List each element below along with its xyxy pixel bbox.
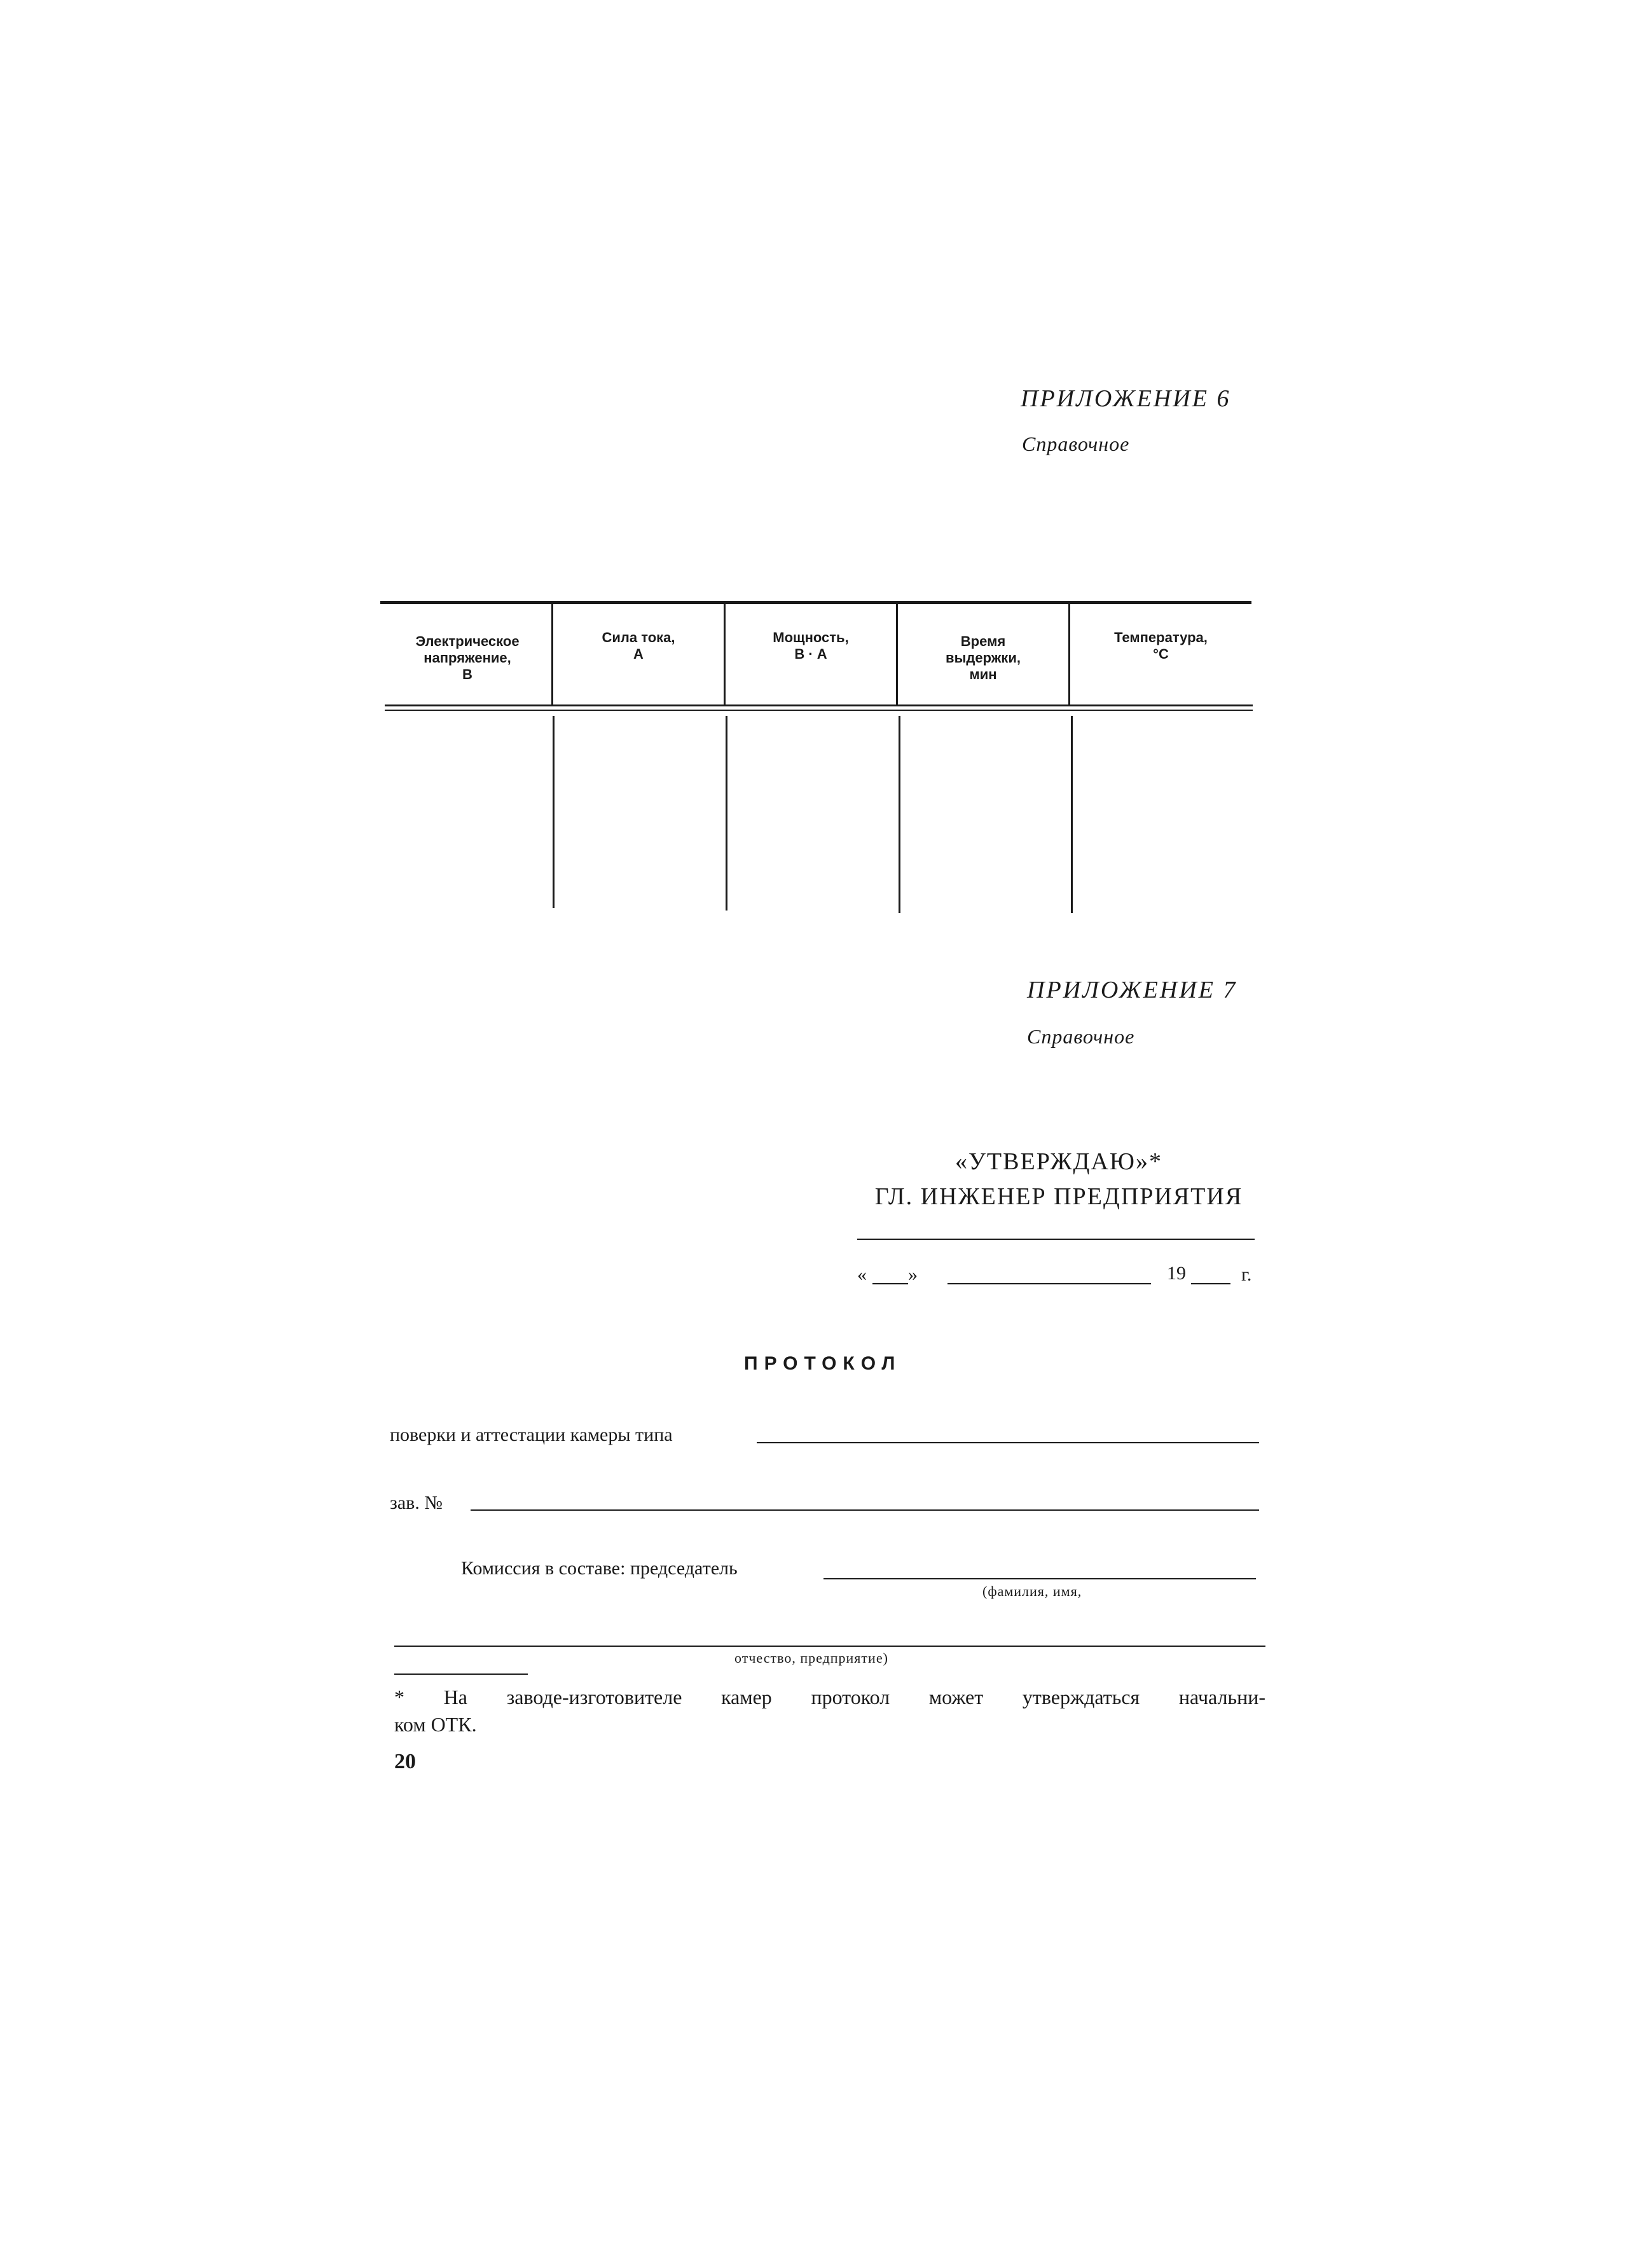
column-header-temperature: Температура, °С — [1114, 629, 1208, 662]
date-quote-close: » — [908, 1264, 918, 1285]
column-header-current: Сила тока, А — [602, 629, 675, 662]
chairman-hint-continued: отчество, предприятие) — [734, 1650, 888, 1666]
year-blank — [1191, 1283, 1230, 1284]
chairman-blank — [823, 1578, 1256, 1579]
column-divider — [1071, 716, 1073, 913]
camera-type-blank — [757, 1442, 1259, 1443]
column-header-power: Мощность, В · А — [773, 629, 849, 662]
signature-line — [857, 1239, 1255, 1240]
commission-chairman-label: Комиссия в составе: председатель — [461, 1558, 738, 1579]
approval-heading: «УТВЕРЖДАЮ»* — [955, 1148, 1162, 1175]
footnote-line-1: * На заводе-изготовителе камер протокол может утверждаться начальни- — [394, 1686, 1265, 1708]
page-number: 20 — [394, 1750, 416, 1773]
serial-number-label: зав. № — [390, 1492, 443, 1513]
column-divider — [899, 716, 900, 913]
column-divider — [553, 716, 555, 908]
camera-type-label: поверки и аттестации камеры типа — [390, 1424, 673, 1445]
appendix-6-subtitle: Справочное — [1022, 432, 1130, 455]
appendix-7-subtitle: Справочное — [1027, 1025, 1135, 1048]
serial-number-blank — [471, 1509, 1259, 1511]
footnote-separator — [394, 1674, 528, 1675]
date-quote-open: « — [857, 1264, 867, 1285]
appendix-7-title: ПРИЛОЖЕНИЕ 7 — [1027, 977, 1237, 1003]
month-blank — [947, 1283, 1151, 1284]
footnote-line-2: ком ОТК. — [394, 1713, 477, 1736]
chairman-blank-continued — [394, 1646, 1265, 1647]
year-prefix: 19 — [1167, 1263, 1186, 1284]
column-header-time: Время выдержки, мин — [946, 633, 1021, 682]
table-top-rule — [380, 601, 1251, 604]
year-suffix: г. — [1241, 1264, 1252, 1285]
day-blank — [872, 1283, 908, 1284]
column-header-voltage: Электрическое напряжение, В — [415, 633, 520, 682]
column-divider — [726, 716, 727, 911]
appendix-6-title: ПРИЛОЖЕНИЕ 6 — [1021, 385, 1231, 412]
table-header-rule — [385, 704, 1253, 706]
chairman-hint: (фамилия, имя, — [982, 1583, 1082, 1599]
protocol-title: ПРОТОКОЛ — [744, 1353, 902, 1374]
approval-position: ГЛ. ИНЖЕНЕР ПРЕДПРИЯТИЯ — [874, 1183, 1243, 1210]
table-header-rule-2 — [385, 710, 1253, 711]
